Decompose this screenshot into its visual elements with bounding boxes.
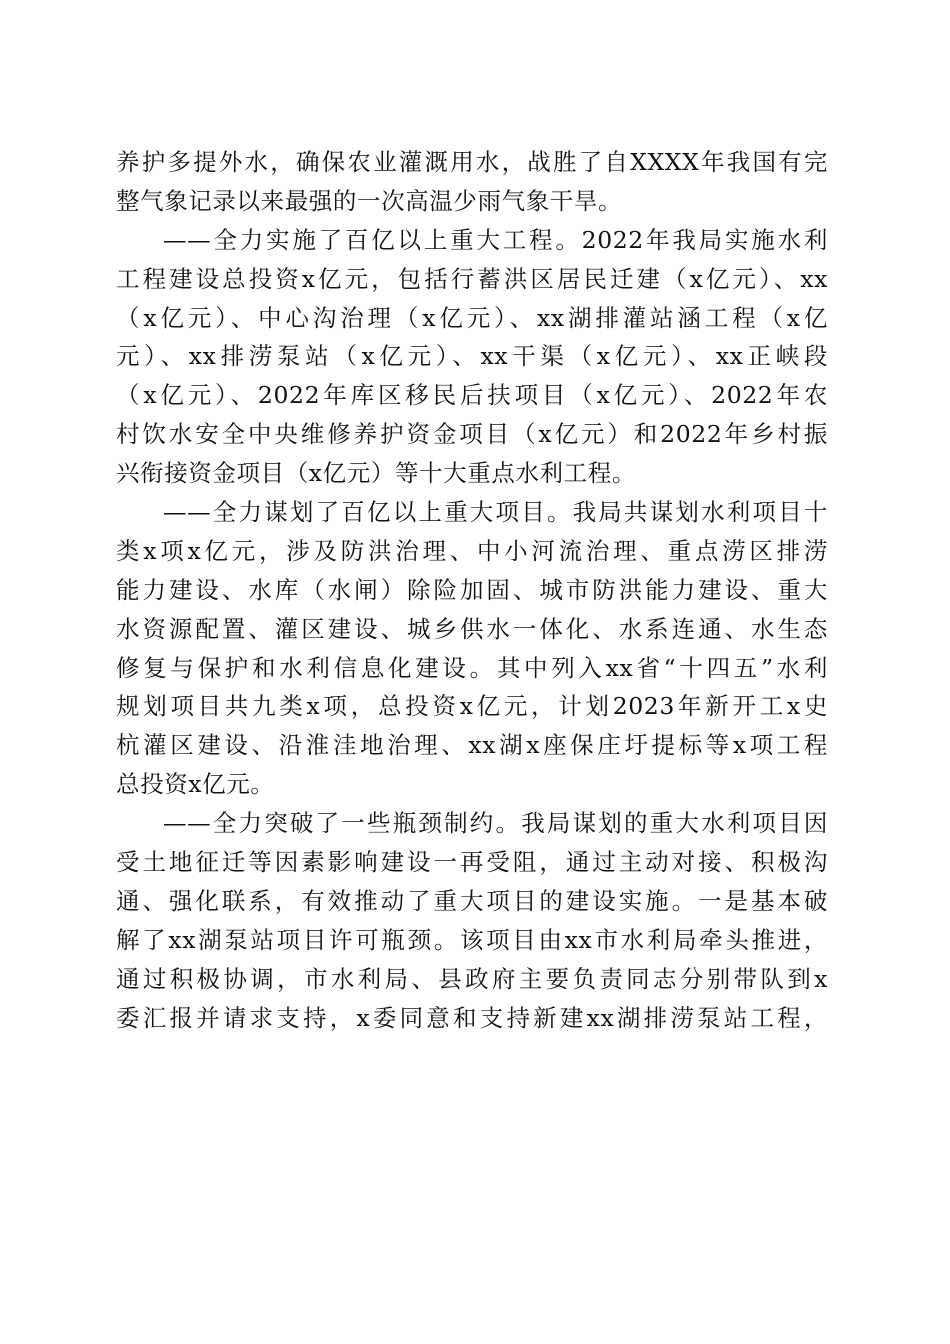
text-line: 解了xx湖泵站项目许可瓶颈。该项目由xx市水利局牵头推进， bbox=[116, 925, 828, 954]
text-line: （x亿元）、中心沟治理（x亿元）、xx湖排灌站涵工程（x亿 bbox=[116, 303, 828, 332]
text-line: 类x项x亿元，涉及防洪治理、中小河流治理、重点涝区排涝 bbox=[116, 536, 828, 565]
text-line: 通过积极协调，市水利局、县政府主要负责同志分别带队到x bbox=[116, 964, 828, 993]
text-line: 修复与保护和水利信息化建设。其中列入xx省“十四五”水利 bbox=[116, 653, 828, 682]
text-line: 通、强化联系，有效推动了重大项目的建设实施。一是基本破 bbox=[116, 886, 828, 915]
text-line: 工程建设总投资x亿元，包括行蓄洪区居民迁建（x亿元）、xx bbox=[116, 264, 828, 293]
text-line: 委汇报并请求支持，x委同意和支持新建xx湖排涝泵站工程， bbox=[116, 1003, 828, 1032]
text-line: 能力建设、水库（水闸）除险加固、城市防洪能力建设、重大 bbox=[116, 575, 828, 604]
text-line: ——全力谋划了百亿以上重大项目。我局共谋划水利项目十 bbox=[163, 498, 828, 527]
text-line: 元）、xx排涝泵站（x亿元）、xx干渠（x亿元）、xx正峡段 bbox=[116, 342, 828, 371]
text-line: 水资源配置、灌区建设、城乡供水一体化、水系连通、水生态 bbox=[116, 614, 828, 643]
text-line: 养护多提外水，确保农业灌溉用水，战胜了自XXXX年我国有完 bbox=[116, 148, 828, 176]
text-line: 整气象记录以来最强的一次高温少雨气象干旱。 bbox=[116, 186, 623, 215]
text-line: 村饮水安全中央维修养护资金项目（x亿元）和2022年乡村振 bbox=[116, 420, 828, 449]
text-line: ——全力突破了一些瓶颈制约。我局谋划的重大水利项目因 bbox=[163, 809, 828, 838]
text-line: ——全力实施了百亿以上重大工程。2022年我局实施水利 bbox=[163, 225, 828, 254]
text-line: 规划项目共九类x项，总投资x亿元，计划2023年新开工x史 bbox=[116, 692, 828, 721]
text-line: （x亿元）、2022年库区移民后扶项目（x亿元）、2022年农 bbox=[116, 381, 828, 410]
text-line: 兴衔接资金项目（x亿元）等十大重点水利工程。 bbox=[116, 459, 636, 488]
document-body bbox=[116, 143, 828, 1037]
text-line: 受土地征迁等因素影响建设一再受阻，通过主动对接、积极沟 bbox=[116, 848, 828, 877]
text-line: 杭灌区建设、沿淮洼地治理、xx湖x座保庄圩提标等x项工程 bbox=[116, 731, 828, 760]
text-line: 总投资x亿元。 bbox=[116, 770, 275, 799]
